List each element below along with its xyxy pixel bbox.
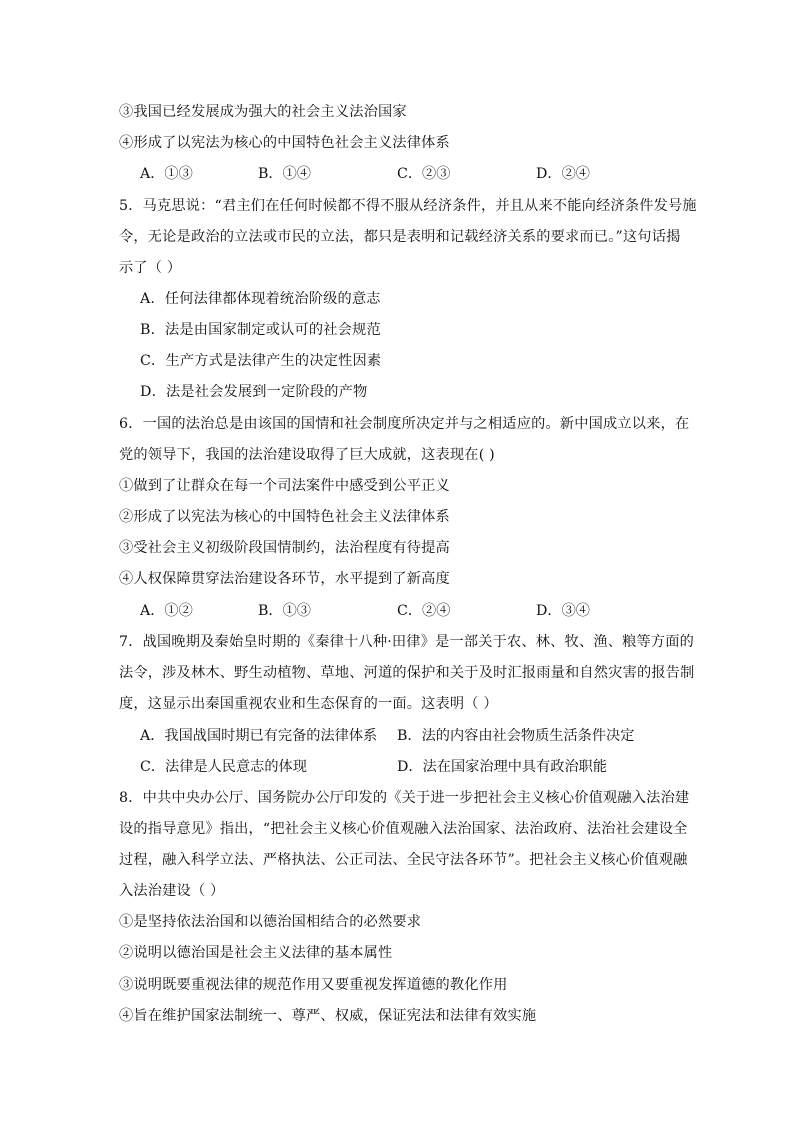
q7-stem-line-2: 法令，涉及林木、野生动植物、草地、河道的保护和关于及时汇报雨量和自然灾害的报告制 xyxy=(119,665,695,681)
q5-option-b: B．法是由国家制定或认可的社会规范 xyxy=(140,322,381,338)
q7-option-b: B．法的内容由社会物质生活条件决定 xyxy=(397,728,635,744)
q6-stem-line-1: 6．一国的法治总是由该国的国情和社会制度所决定并与之相适应的。新中国成立以来，在 xyxy=(119,416,690,432)
q5-option-d: D．法是社会发展到一定阶段的产物 xyxy=(140,384,368,400)
q7-option-d: D．法在国家治理中具有政治职能 xyxy=(397,759,608,775)
q4-option-b: B．①④ xyxy=(258,166,311,182)
q5-stem-line-1: 5．马克思说：“君主们在任何时候都不得不服从经济条件，并且从来不能向经济条件发号施 xyxy=(119,198,697,214)
q6-option-a: A．①② xyxy=(140,603,193,619)
q8-stem-line-2: 设的指导意见》指出，“把社会主义核心价值观融入法治国家、法治政府、法治社会建设全 xyxy=(119,821,688,837)
q7-option-a: A．我国战国时期已有完备的法律体系 xyxy=(140,728,378,744)
q8-item-1: ①是坚持依法治国和以德治国相结合的必然要求 xyxy=(119,914,422,930)
q4-item-3: ③我国已经发展成为强大的社会主义法治国家 xyxy=(119,104,407,120)
q5-stem-line-2: 令，无论是政治的立法或市民的立法，都只是表明和记载经济关系的要求而已。”这句话揭 xyxy=(119,229,681,245)
q7-option-c: C．法律是人民意志的体现 xyxy=(140,759,307,775)
q8-stem-line-1: 8．中共中央办公厅、国务院办公厅印发的《关于进一步把社会主义核心价值观融入法治建 xyxy=(119,790,690,806)
q4-item-4: ④形成了以宪法为核心的中国特色社会主义法律体系 xyxy=(119,135,450,151)
q5-stem-line-3: 示了（ ） xyxy=(119,260,182,276)
q8-item-3: ③说明既要重视法律的规范作用又要重视发挥道德的教化作用 xyxy=(119,977,508,993)
q8-stem-line-3: 过程，融入科学立法、严格执法、公正司法、全民守法各环节”。把社会主义核心价值观融 xyxy=(119,852,688,868)
q6-stem-line-2: 党的领导下，我国的法治建设取得了巨大成就，这表现在( ) xyxy=(119,447,495,463)
q8-stem-line-4: 入法治建设（ ） xyxy=(119,883,225,899)
q5-option-a: A．任何法律都体现着统治阶级的意志 xyxy=(140,291,381,307)
q8-item-4: ④旨在维护国家法制统一、尊严、权威，保证宪法和法律有效实施 xyxy=(119,1008,537,1024)
q6-option-d: D．③④ xyxy=(536,603,590,619)
q4-option-d: D．②④ xyxy=(536,166,590,182)
q7-stem-line-3: 度，这显示出秦国重视农业和生态保育的一面。这表明（ ） xyxy=(119,696,498,712)
q6-option-b: B．①③ xyxy=(258,603,311,619)
q7-stem-line-1: 7．战国晚期及秦始皇时期的《秦律十八种·田律》是一部关于农、林、牧、渔、粮等方面的 xyxy=(119,634,695,650)
q6-item-4: ④人权保障贯穿法治建设各环节，水平提到了新高度 xyxy=(119,571,450,587)
q5-option-c: C．生产方式是法律产生的决定性因素 xyxy=(140,353,382,369)
q4-option-a: A．①③ xyxy=(140,166,193,182)
q8-item-2: ②说明以德治国是社会主义法律的基本属性 xyxy=(119,945,393,961)
q6-item-3: ③受社会主义初级阶段国情制约，法治程度有待提高 xyxy=(119,540,450,556)
q6-item-1: ①做到了让群众在每一个司法案件中感受到公平正义 xyxy=(119,478,450,494)
q6-item-2: ②形成了以宪法为核心的中国特色社会主义法律体系 xyxy=(119,509,450,525)
q4-option-c: C．②③ xyxy=(397,166,451,182)
q6-option-c: C．②④ xyxy=(397,603,451,619)
